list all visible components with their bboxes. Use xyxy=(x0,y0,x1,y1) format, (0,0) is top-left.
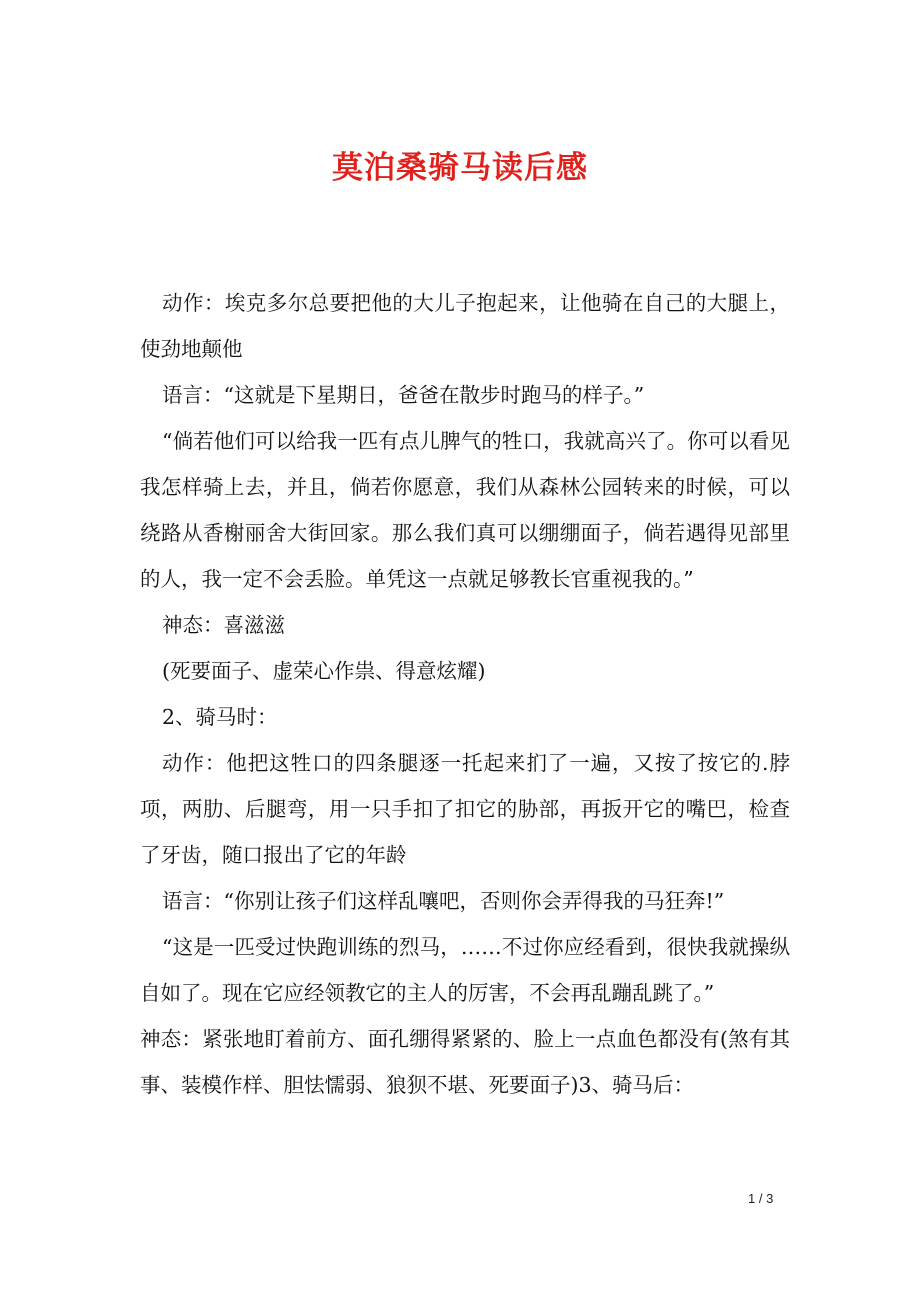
page-number: 1 / 3 xyxy=(748,1191,774,1206)
section-heading-riding: 2、骑马时： xyxy=(162,705,278,729)
paragraph-quote-1: “倘若他们可以给我一匹有点儿脾气的牲口，我就高兴了。你可以看见我怎样骑上去，并且，倘若你愿意，我们从森林公园转来的时候，可以绕路从香榭丽舍大街回家。那么我们真可以绷绷面子，倘若遇得见部里的人，我一定不会丢脸。单凭这一点就足够教长官重视我的。” xyxy=(140,429,790,591)
paragraph-expression-1: 神态：喜滋滋 xyxy=(162,613,285,637)
document-body xyxy=(140,280,790,1108)
paragraph-expression-2: 神态：紧张地盯着前方、面孔绷得紧紧的、脸上一点血色都没有(煞有其事、装模作样、胆怯懦弱、狼狈不堪、死要面子)3、骑马后： xyxy=(140,1027,790,1097)
paragraph-action-1: 动作：埃克多尔总要把他的大儿子抱起来，让他骑在自己的大腿上，使劲地颠他 xyxy=(140,291,790,361)
paragraph-quote-2: “这是一匹受过快跑训练的烈马，……不过你应经看到，很快我就操纵自如了。现在它应经领教它的主人的厉害，不会再乱蹦乱跳了。” xyxy=(140,935,790,1005)
paragraph-action-2: 动作：他把这牲口的四条腿逐一托起来扪了一遍，又按了按它的.脖项，两肋、后腿弯，用一只手扣了扣它的胁部，再扳开它的嘴巴，检查了牙齿，随口报出了它的年龄 xyxy=(140,751,790,867)
document-title: 莫泊桑骑马读后感 xyxy=(332,150,588,186)
paragraph-speech-2: 语言：“你别让孩子们这样乱嚷吧，否则你会弄得我的马狂奔!” xyxy=(162,889,725,913)
paragraph-note-1: (死要面子、虚荣心作祟、得意炫耀) xyxy=(162,659,486,683)
paragraph-speech-1: 语言：“这就是下星期日，爸爸在散步时跑马的样子。” xyxy=(162,383,645,407)
